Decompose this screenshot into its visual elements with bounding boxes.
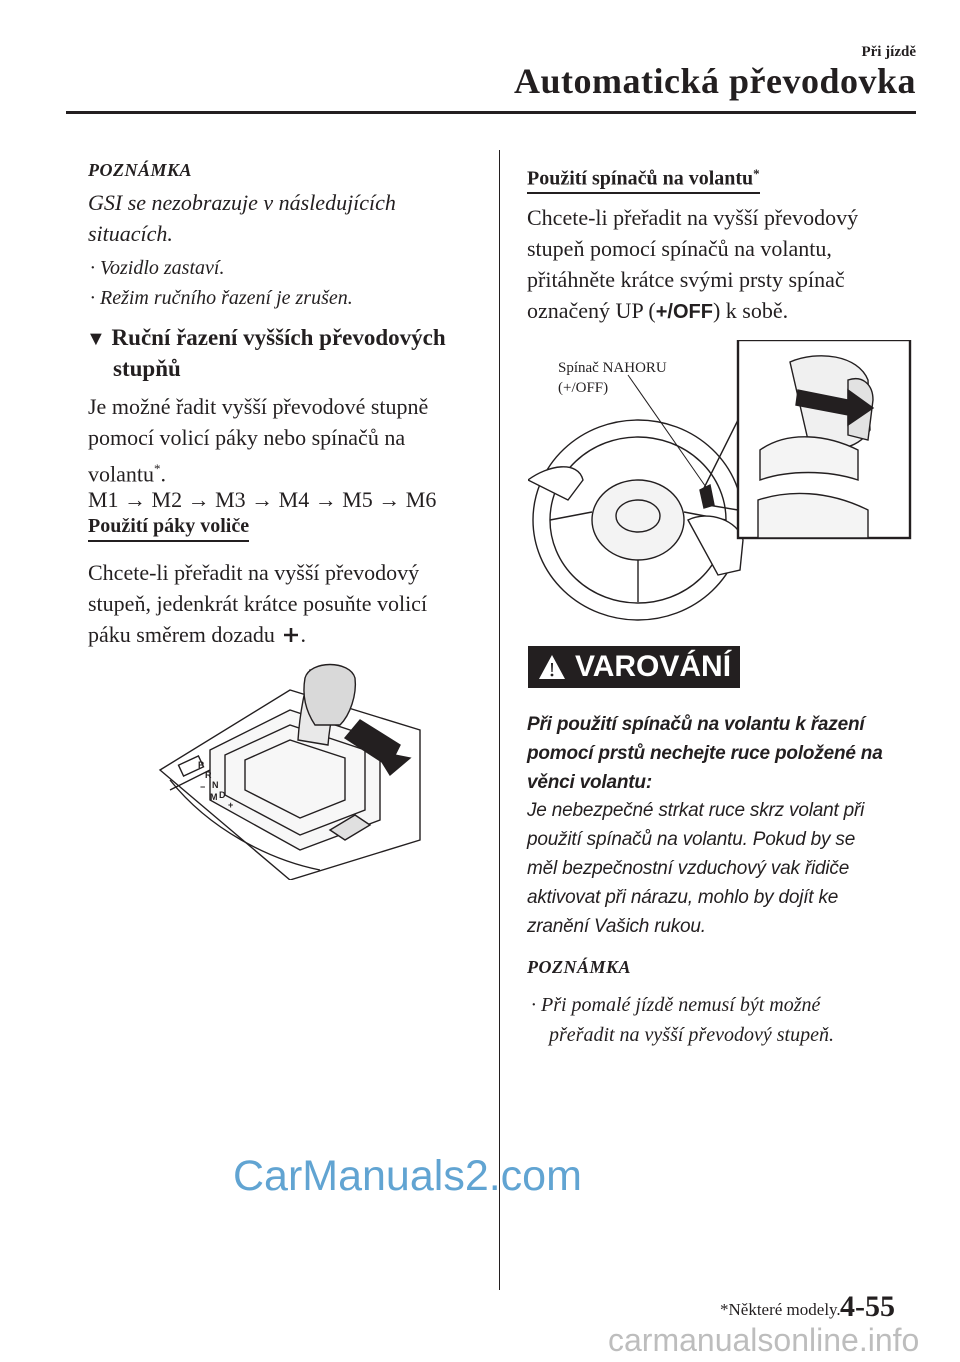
warning-triangle-icon <box>537 653 567 681</box>
bullet-dot: · <box>531 994 541 1016</box>
corner-watermark: carmanualsonline.info <box>608 1322 920 1358</box>
note-bullet: · Vozidlo zastaví. <box>90 257 225 279</box>
warning-text-line: zranění Vašich rukou. <box>527 916 706 937</box>
header-rule <box>66 111 916 114</box>
gear-label-m: M <box>210 792 218 802</box>
triangle-down-icon: ▼ <box>86 328 106 350</box>
paragraph-line: označený UP (+/OFF) k sobě. <box>527 295 788 328</box>
sub-heading-steering: Použití spínačů na volantu* <box>527 166 760 194</box>
gear-label-minus: − <box>200 782 206 792</box>
section-heading-line2: stupňů <box>113 356 181 381</box>
footnote-star: * <box>154 461 161 476</box>
note-text-line: situacích. <box>88 221 173 246</box>
figure-label: (+/OFF) <box>558 380 609 396</box>
warning-bold-line: věnci volantu: <box>527 772 652 793</box>
warning-text-line: aktivovat při nárazu, mohlo by dojít ke <box>527 887 839 908</box>
paragraph-line: volantu*. <box>88 461 166 487</box>
watermark: CarManuals2.com <box>233 1152 582 1200</box>
gear-lever-illustration <box>150 650 430 880</box>
gear-label-p: P <box>198 760 205 770</box>
warning-text-line: měl bezpečnostní vzduchový vak řidiče <box>527 858 850 879</box>
bullet-dot: · <box>90 257 100 279</box>
paragraph-line: přitáhněte krátce svými prsty spínač <box>527 267 845 292</box>
bullet-dot: · <box>90 287 100 309</box>
page-title: Automatická převodovka <box>513 61 916 101</box>
footnote-star: * <box>753 166 760 181</box>
gear-label-n: N <box>212 780 219 790</box>
note-bullet: · Režim ručního řazení je zrušen. <box>90 287 353 309</box>
gear-label-r: R <box>205 770 212 780</box>
warning-text-line: Je nebezpečné strkat ruce skrz volant při <box>527 800 865 821</box>
warning-text-line: použití spínačů na volantu. Pokud by se <box>527 829 856 850</box>
section-heading: ▼ Ruční řazení vyšších převodových <box>86 325 446 350</box>
gear-label-plus: + <box>228 800 234 810</box>
paragraph-line: stupeň pomocí spínačů na volantu, <box>527 236 832 261</box>
figure-label: Spínač NAHORU <box>558 360 667 376</box>
footnote: *Některé modely. <box>720 1300 841 1319</box>
plus-icon <box>282 626 300 644</box>
note-title: POZNÁMKA <box>527 957 632 977</box>
note-bullet-cont: přeřadit na vyšší převodový stupeň. <box>549 1024 834 1046</box>
steering-wheel-illustration <box>528 340 918 630</box>
paragraph-line: pomocí volicí páky nebo spínačů na <box>88 425 406 450</box>
warning-bold-line: pomocí prstů nechejte ruce položené na <box>527 743 883 764</box>
plus-off-icon: +/OFF <box>655 301 713 323</box>
gear-label-d: D <box>219 790 226 800</box>
page-number: 4-55 <box>840 1290 895 1323</box>
note-text-line: GSI se nezobrazuje v následujících <box>88 190 396 215</box>
paragraph-line: Chcete-li přeřadit na vyšší převodový <box>527 205 859 230</box>
warning-bold-line: Při použití spínačů na volantu k řazení <box>527 714 865 735</box>
paragraph-line: Chcete-li přeřadit na vyšší převodový <box>88 560 420 585</box>
paragraph-line: páku směrem dozadu . <box>88 622 306 647</box>
section-label: Při jízdě <box>861 44 916 60</box>
paragraph-line: Je možné řadit vyšší převodové stupně <box>88 394 429 419</box>
note-bullet: · Při pomalé jízdě nemusí být možné <box>531 994 821 1016</box>
note-title: POZNÁMKA <box>88 160 193 180</box>
gear-sequence: M1 → M2 → M3 → M4 → M5 → M6 <box>88 487 437 512</box>
column-divider <box>499 150 500 1290</box>
sub-heading: Použití páky voliče <box>88 515 249 542</box>
warning-badge: VAROVÁNÍ <box>528 646 740 688</box>
paragraph-line: stupeň, jedenkrát krátce posuňte volicí <box>88 591 428 616</box>
